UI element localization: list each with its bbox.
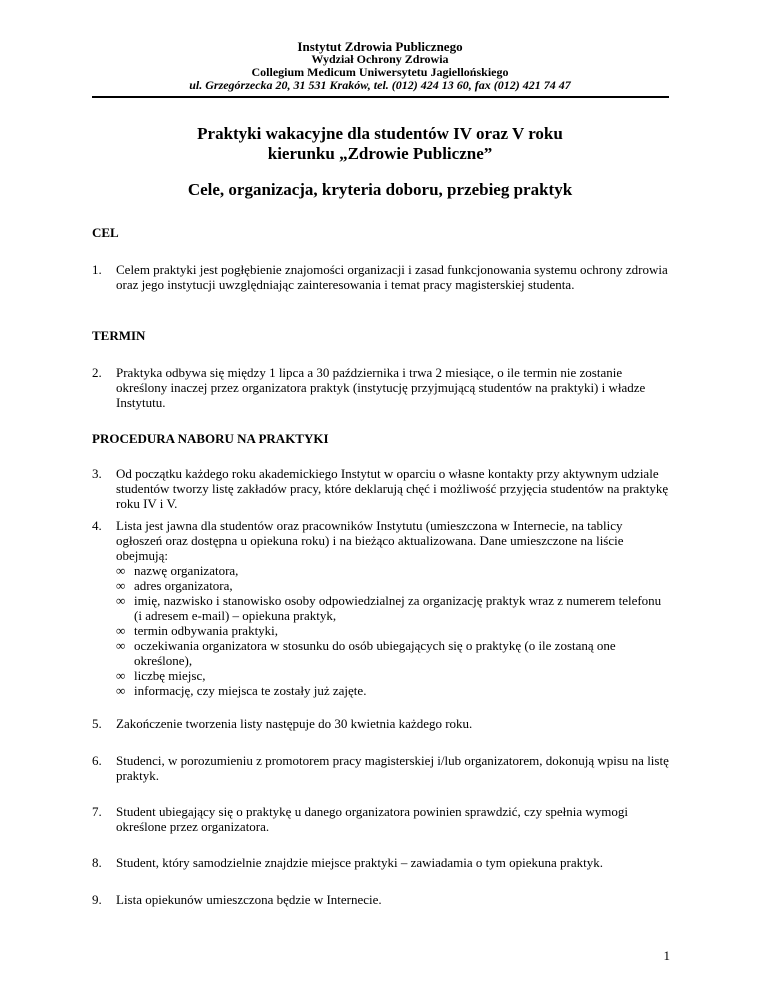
- item-number: 6.: [92, 753, 102, 768]
- item-number: 2.: [92, 365, 102, 380]
- bullet-item: ∞ nazwę organizatora,: [116, 563, 239, 578]
- section-heading-termin: TERMIN: [92, 328, 146, 343]
- address-line: ul. Grzegórzecka 20, 31 531 Kraków, tel. (012) 424 13 60, fax (012) 421 74 47: [189, 78, 571, 92]
- section-heading-procedura: PROCEDURA NABORU NA PRAKTYKI: [92, 431, 329, 446]
- list-item-8: [92, 855, 670, 870]
- list-item-1: [92, 262, 670, 292]
- infinity-bullet-icon: ∞: [116, 683, 126, 698]
- infinity-bullet-icon: ∞: [116, 578, 126, 593]
- institute-name: Instytut Zdrowia Publicznego: [297, 39, 463, 54]
- faculty-name: Wydział Ochrony Zdrowia: [311, 52, 449, 66]
- letterhead: [92, 40, 668, 92]
- infinity-bullet-icon: ∞: [116, 668, 126, 683]
- item-number: 1.: [92, 262, 102, 277]
- list-item-5: [92, 716, 670, 731]
- bullet-item: ∞ liczbę miejsc,: [116, 668, 206, 683]
- bullet-item: ∞ termin odbywania praktyki,: [116, 623, 279, 638]
- document-title-line-1: Praktyki wakacyjne dla studentów IV oraz V roku: [197, 124, 563, 143]
- list-item-7: [92, 804, 670, 834]
- item-number: 9.: [92, 892, 102, 907]
- infinity-bullet-icon: ∞: [116, 593, 126, 608]
- item-text: Student, który samodzielnie znajdzie miejsce praktyki – zawiadamia o tym opiekuna praktyk.: [116, 855, 603, 870]
- list-item-6: [92, 753, 670, 783]
- list-item-3: [92, 466, 670, 511]
- item-text: Celem praktyki jest pogłębienie znajomości organizacji i zasad funkcjonowania systemu ochrony zdrowia oraz jego instytucji uwzględniając zainteresowania i temat pracy magisterskiej studenta.: [116, 262, 668, 292]
- college-name: Collegium Medicum Uniwersytetu Jagiellońskiego: [251, 65, 509, 79]
- infinity-bullet-icon: ∞: [116, 638, 126, 653]
- item-text: Student ubiegający się o praktykę u danego organizatora powinien sprawdzić, czy spełnia wymogi określone przez organizatora.: [116, 804, 629, 834]
- bullet-item: ∞ imię, nazwisko i stanowisko osoby odpowiedzialnej za organizację praktyk wraz z numerem telefonu (i adresem e-mail) – opiekuna praktyk,: [116, 593, 662, 623]
- bullet-list: [116, 563, 670, 698]
- infinity-bullet-icon: ∞: [116, 563, 126, 578]
- item-number: 4.: [92, 518, 102, 533]
- list-item-2: [92, 365, 670, 410]
- item-number: 7.: [92, 804, 102, 819]
- item-text: Studenci, w porozumieniu z promotorem pracy magisterskiej i/lub organizatorem, dokonują wpisu na listę praktyk.: [116, 753, 669, 783]
- item-text: Praktyka odbywa się między 1 lipca a 30 października i trwa 2 miesiące, o ile termin nie zostanie określony inaczej przez organizatora praktyk (instytucję przyjmującą studentów na praktyki) i władze Instytutu.: [116, 365, 646, 410]
- section-heading-cel: CEL: [92, 225, 119, 240]
- item-number: 3.: [92, 466, 102, 481]
- item-text: Zakończenie tworzenia listy następuje do 30 kwietnia każdego roku.: [116, 716, 473, 731]
- item-number: 8.: [92, 855, 102, 870]
- bullet-item: ∞ adres organizatora,: [116, 578, 233, 593]
- list-item-4: [92, 518, 670, 698]
- list-item-9: [92, 892, 670, 907]
- infinity-bullet-icon: ∞: [116, 623, 126, 638]
- page-number: 1: [663, 948, 670, 963]
- document-subtitle: Cele, organizacja, kryteria doboru, przebieg praktyk: [187, 180, 573, 199]
- item-text: Od początku każdego roku akademickiego Instytut w oparciu o własne kontakty przy aktywnym udziale studentów tworzy listę zakładów pracy, które deklarują chęć i możliwość przyjęcia studentów na praktykę roku IV i V.: [116, 466, 669, 511]
- document-title-line-2: kierunku „Zdrowie Publiczne”: [267, 144, 493, 163]
- item-text: Lista opiekunów umieszczona będzie w Internecie.: [116, 892, 382, 907]
- item-number: 5.: [92, 716, 102, 731]
- bullet-item: ∞ oczekiwania organizatora w stosunku do osób ubiegających się o praktykę (o ile zostaną one określone),: [116, 638, 616, 668]
- bullet-item: ∞ informację, czy miejsca te zostały już zajęte.: [116, 683, 367, 698]
- item-text: Lista jest jawna dla studentów oraz pracowników Instytutu (umieszczona w Internecie, na tablicy ogłoszeń oraz dostępna u opiekuna roku) i na bieżąco aktualizowana. Dane umieszczone na liście obejmują:: [116, 518, 624, 563]
- header-divider: [92, 96, 669, 98]
